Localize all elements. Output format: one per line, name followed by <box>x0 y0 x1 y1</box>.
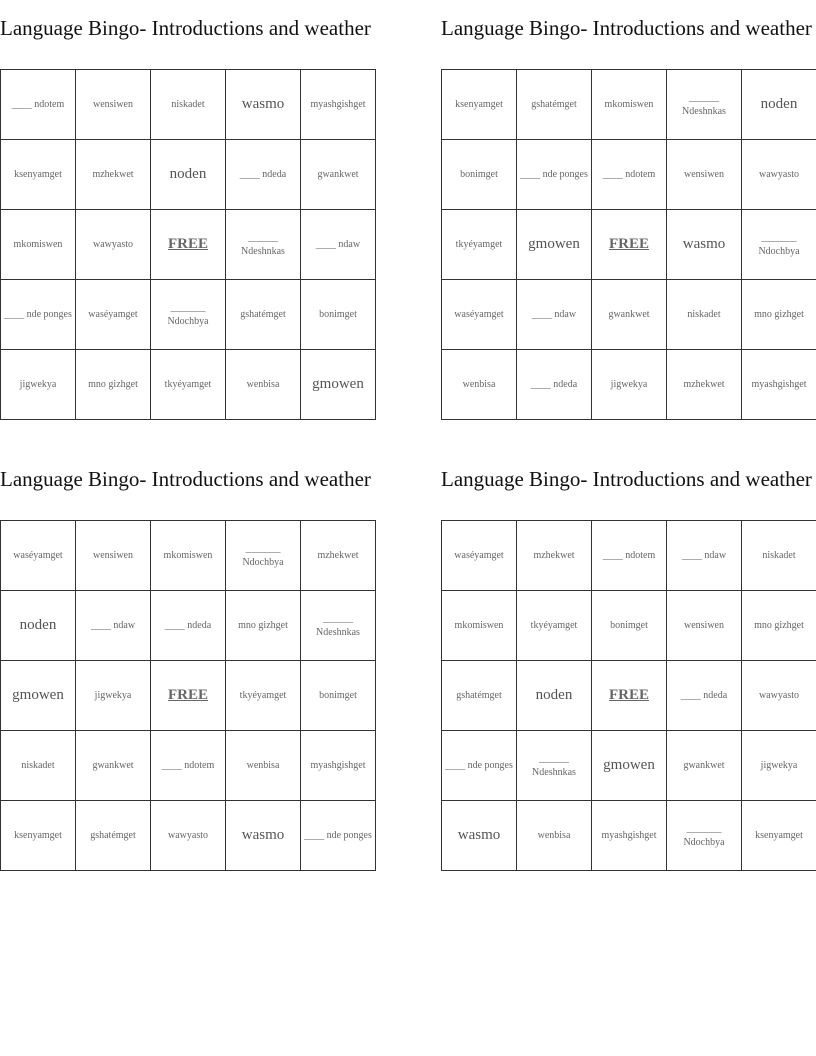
free-cell <box>592 661 667 731</box>
cell-word: ____ ndeda <box>680 689 728 701</box>
bingo-cell <box>1 801 76 871</box>
cell-word: wensiwen <box>93 98 133 110</box>
bingo-cell <box>742 140 816 210</box>
bingo-cell <box>592 591 667 661</box>
bingo-cell <box>76 210 151 280</box>
cell-word: niskadet <box>687 308 721 320</box>
cell-word: niskadet <box>171 98 205 110</box>
cell-word: tkyéyamget <box>164 378 212 390</box>
cell-word: ____ nde ponges <box>520 168 588 180</box>
cell-word: ______ Ndeshnkas <box>682 92 726 117</box>
bingo-cell <box>1 140 76 210</box>
bingo-cell <box>442 70 517 140</box>
cell-word: ____ nde ponges <box>4 308 72 320</box>
bingo-cell <box>667 661 742 731</box>
cell-word: mno gizhget <box>238 619 288 631</box>
cell-word: myashgishget <box>310 759 366 771</box>
cell-word: wawyasto <box>759 689 799 701</box>
cell-word: ____ ndeda <box>239 168 287 180</box>
cell-word: gmowen <box>603 757 655 774</box>
cell-word: FREE <box>167 687 208 704</box>
bingo-cell <box>517 591 592 661</box>
cell-word: _______ Ndochbya <box>758 232 800 257</box>
cell-word: ____ ndotem <box>11 98 65 110</box>
bingo-cell <box>76 591 151 661</box>
cell-word: gshatémget <box>90 829 136 841</box>
bingo-cell <box>592 801 667 871</box>
bingo-cell <box>226 70 301 140</box>
bingo-cell <box>742 591 816 661</box>
bingo-cell <box>1 521 76 591</box>
bingo-cell <box>442 801 517 871</box>
cell-word: gmowen <box>12 687 64 704</box>
cell-word: gwankwet <box>92 759 134 771</box>
free-cell <box>151 210 226 280</box>
bingo-grid <box>0 520 376 871</box>
bingo-cell <box>226 210 301 280</box>
card-title: Language Bingo- Introductions and weather <box>441 467 812 491</box>
cell-word: myashgishget <box>601 829 657 841</box>
bingo-cell <box>1 70 76 140</box>
cell-word: noden <box>535 687 573 704</box>
bingo-cell <box>667 731 742 801</box>
cell-word: bonimget <box>319 689 357 701</box>
cell-word: mno gizhget <box>754 308 804 320</box>
bingo-cell <box>226 591 301 661</box>
card-title: Language Bingo- Introductions and weather <box>0 467 371 491</box>
cell-word: ______ Ndeshnkas <box>532 753 576 778</box>
cell-word: ____ ndaw <box>90 619 136 631</box>
cell-word: waséyamget <box>13 549 63 561</box>
cell-word: wasmo <box>457 827 501 844</box>
cell-word: waséyamget <box>454 308 504 320</box>
cell-word: ____ ndaw <box>681 549 727 561</box>
bingo-cell <box>76 731 151 801</box>
bingo-cell <box>592 521 667 591</box>
cell-word: gshatémget <box>456 689 502 701</box>
bingo-cell <box>667 280 742 350</box>
bingo-cell <box>517 661 592 731</box>
cell-word: mkomiswen <box>604 98 654 110</box>
bingo-cell <box>517 731 592 801</box>
cell-word: noden <box>760 96 798 113</box>
cell-word: ______ Ndeshnkas <box>241 232 285 257</box>
bingo-cell <box>76 350 151 420</box>
bingo-cell <box>301 280 376 350</box>
cell-word: jigwekya <box>610 378 648 390</box>
bingo-cell <box>151 280 226 350</box>
cell-word: gshatémget <box>531 98 577 110</box>
cell-word: FREE <box>608 236 649 253</box>
cell-word: wenbisa <box>246 759 280 771</box>
bingo-cell <box>742 280 816 350</box>
bingo-cell <box>592 70 667 140</box>
cell-word: wawyasto <box>759 168 799 180</box>
bingo-cell <box>1 591 76 661</box>
cell-word: ____ ndeda <box>164 619 212 631</box>
cell-word: _______ Ndochbya <box>242 543 284 568</box>
cell-word: wasmo <box>241 827 285 844</box>
bingo-cell <box>151 521 226 591</box>
bingo-cell <box>226 140 301 210</box>
bingo-cell <box>517 210 592 280</box>
card-title: Language Bingo- Introductions and weather <box>441 16 812 40</box>
cell-word: tkyéyamget <box>530 619 578 631</box>
cell-word: noden <box>169 166 207 183</box>
cell-word: jigwekya <box>760 759 798 771</box>
bingo-cell <box>442 280 517 350</box>
bingo-cell <box>667 70 742 140</box>
cell-word: gmowen <box>528 236 580 253</box>
cell-word: myashgishget <box>310 98 366 110</box>
cell-word: mkomiswen <box>454 619 504 631</box>
cell-word: gwankwet <box>317 168 359 180</box>
bingo-cell <box>442 521 517 591</box>
bingo-cell <box>442 591 517 661</box>
cell-word: myashgishget <box>751 378 807 390</box>
bingo-cell <box>301 210 376 280</box>
bingo-cell <box>667 591 742 661</box>
bingo-cell <box>667 350 742 420</box>
bingo-cell <box>517 70 592 140</box>
bingo-cell <box>592 731 667 801</box>
cell-word: wenbisa <box>462 378 496 390</box>
bingo-cell <box>742 521 816 591</box>
cell-word: ____ ndotem <box>602 168 656 180</box>
bingo-card <box>441 465 816 848</box>
bingo-cell <box>667 140 742 210</box>
bingo-cell <box>76 521 151 591</box>
cell-word: tkyéyamget <box>239 689 287 701</box>
cell-word: niskadet <box>762 549 796 561</box>
bingo-cell <box>667 521 742 591</box>
bingo-cell <box>742 70 816 140</box>
bingo-cell <box>517 280 592 350</box>
bingo-cell <box>517 350 592 420</box>
cell-word: wenbisa <box>537 829 571 841</box>
cell-word: _______ Ndochbya <box>683 823 725 848</box>
cell-word: FREE <box>167 236 208 253</box>
cell-word: mkomiswen <box>163 549 213 561</box>
cell-word: jigwekya <box>19 378 57 390</box>
bingo-cell <box>76 280 151 350</box>
cell-word: wensiwen <box>93 549 133 561</box>
cell-word: mno gizhget <box>754 619 804 631</box>
bingo-cell <box>442 350 517 420</box>
cell-word: niskadet <box>21 759 55 771</box>
bingo-cell <box>226 521 301 591</box>
cell-word: ____ ndotem <box>602 549 656 561</box>
cell-word: wawyasto <box>168 829 208 841</box>
bingo-cell <box>592 350 667 420</box>
cell-word: ____ nde ponges <box>445 759 513 771</box>
bingo-cell <box>442 661 517 731</box>
cell-word: _______ Ndochbya <box>167 302 209 327</box>
cell-word: gmowen <box>312 376 364 393</box>
bingo-cell <box>226 661 301 731</box>
bingo-cell <box>151 350 226 420</box>
bingo-card <box>0 14 375 393</box>
cell-word: gshatémget <box>240 308 286 320</box>
cell-word: ksenyamget <box>755 829 803 841</box>
cell-word: mzhekwet <box>683 378 725 390</box>
cell-word: ____ ndotem <box>161 759 215 771</box>
bingo-grid <box>441 520 816 871</box>
bingo-grid <box>441 69 816 420</box>
bingo-cell <box>1 731 76 801</box>
bingo-cell <box>742 731 816 801</box>
cell-word: ____ ndeda <box>530 378 578 390</box>
cell-word: mno gizhget <box>88 378 138 390</box>
bingo-cell <box>1 661 76 731</box>
bingo-cell <box>301 661 376 731</box>
bingo-cell <box>442 140 517 210</box>
bingo-cell <box>301 591 376 661</box>
bingo-cell <box>667 801 742 871</box>
cell-word: mkomiswen <box>13 238 63 250</box>
cell-word: ksenyamget <box>14 829 62 841</box>
bingo-cell <box>151 801 226 871</box>
bingo-cell <box>301 70 376 140</box>
cell-word: ksenyamget <box>14 168 62 180</box>
cell-word: tkyéyamget <box>455 238 503 250</box>
bingo-cell <box>151 591 226 661</box>
bingo-cell <box>517 801 592 871</box>
bingo-cell <box>742 801 816 871</box>
bingo-cell <box>742 210 816 280</box>
cell-word: ____ ndaw <box>315 238 361 250</box>
cell-word: wensiwen <box>684 619 724 631</box>
cell-word: jigwekya <box>94 689 132 701</box>
cell-word: bonimget <box>610 619 648 631</box>
bingo-grid <box>0 69 376 420</box>
cell-word: wawyasto <box>93 238 133 250</box>
bingo-cell <box>76 661 151 731</box>
bingo-cell <box>301 140 376 210</box>
cell-word: ______ Ndeshnkas <box>316 613 360 638</box>
bingo-cell <box>226 350 301 420</box>
bingo-cell <box>226 801 301 871</box>
cell-word: wasmo <box>241 96 285 113</box>
cell-word: wenbisa <box>246 378 280 390</box>
cell-word: mzhekwet <box>317 549 359 561</box>
cell-word: ksenyamget <box>455 98 503 110</box>
cell-word: gwankwet <box>608 308 650 320</box>
bingo-cell <box>442 731 517 801</box>
bingo-card <box>441 14 816 390</box>
bingo-cell <box>1 350 76 420</box>
cell-word: ____ ndaw <box>531 308 577 320</box>
cell-word: wasmo <box>682 236 726 253</box>
bingo-cell <box>592 140 667 210</box>
cell-word: noden <box>19 617 57 634</box>
bingo-card <box>0 465 375 844</box>
bingo-cell <box>1 210 76 280</box>
cell-word: waséyamget <box>88 308 138 320</box>
cell-word: bonimget <box>319 308 357 320</box>
cell-word: FREE <box>608 687 649 704</box>
bingo-cell <box>592 280 667 350</box>
bingo-cell <box>301 801 376 871</box>
bingo-cell <box>151 70 226 140</box>
bingo-cell <box>76 140 151 210</box>
bingo-cell <box>517 140 592 210</box>
bingo-cell <box>226 280 301 350</box>
bingo-cell <box>742 350 816 420</box>
cell-word: bonimget <box>460 168 498 180</box>
cell-word: wensiwen <box>684 168 724 180</box>
cell-word: mzhekwet <box>92 168 134 180</box>
bingo-cell <box>76 801 151 871</box>
card-title: Language Bingo- Introductions and weather <box>0 16 371 40</box>
free-cell <box>151 661 226 731</box>
bingo-cell <box>301 731 376 801</box>
cell-word: gwankwet <box>683 759 725 771</box>
bingo-cell <box>301 350 376 420</box>
bingo-cell <box>1 280 76 350</box>
free-cell <box>592 210 667 280</box>
bingo-cell <box>442 210 517 280</box>
bingo-cell <box>76 70 151 140</box>
bingo-cell <box>742 661 816 731</box>
bingo-cell <box>151 140 226 210</box>
bingo-cell <box>226 731 301 801</box>
cell-word: mzhekwet <box>533 549 575 561</box>
bingo-cell <box>301 521 376 591</box>
cell-word: waséyamget <box>454 549 504 561</box>
bingo-cell <box>151 731 226 801</box>
bingo-cell <box>667 210 742 280</box>
bingo-cell <box>517 521 592 591</box>
cell-word: ____ nde ponges <box>304 829 372 841</box>
